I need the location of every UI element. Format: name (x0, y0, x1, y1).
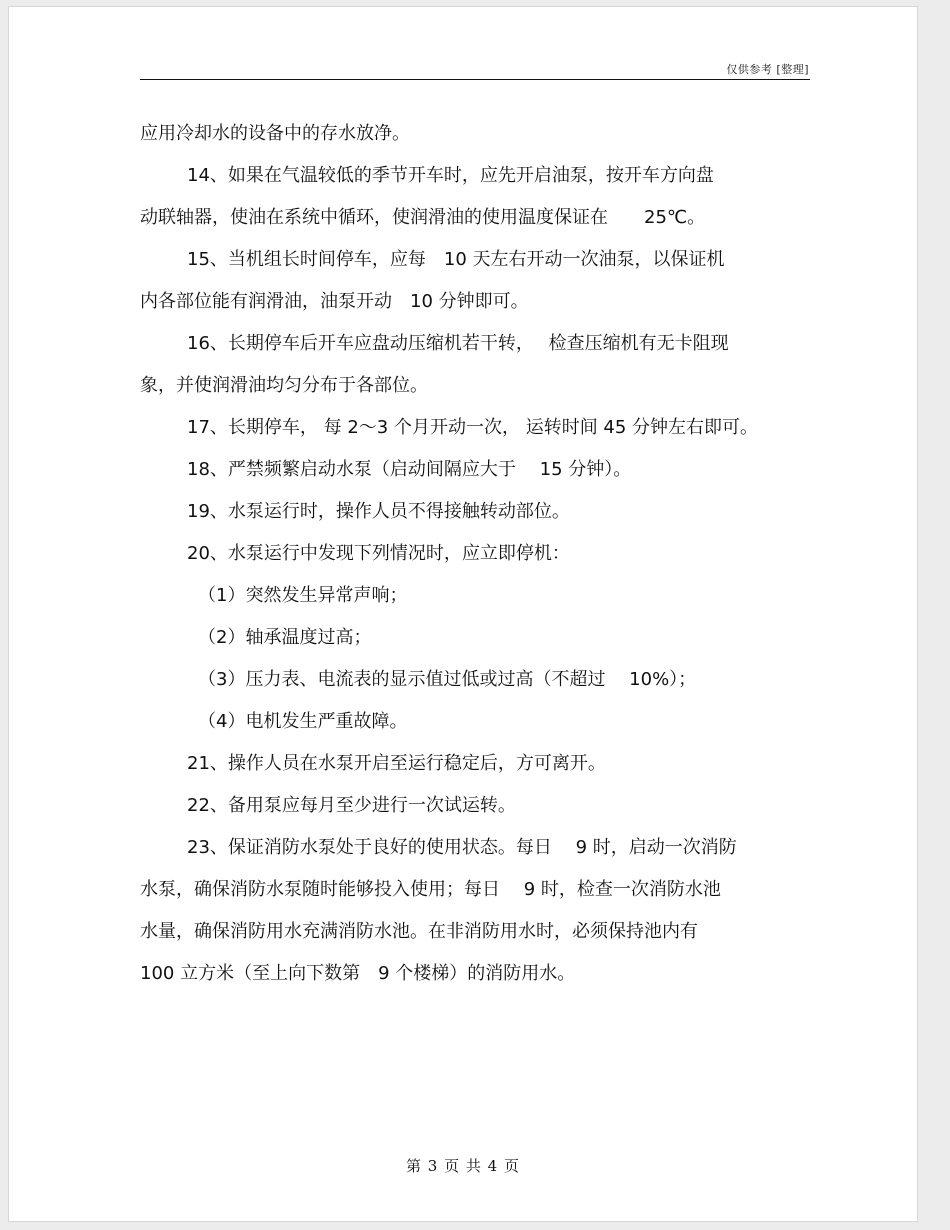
paragraph-line: 22、备用泵应每月至少进行一次试运转。 (187, 795, 516, 816)
paragraph-line: 16、长期停车后开车应盘动压缩机若干转， 检查压缩机有无卡阻现 (187, 333, 729, 354)
paragraph-line: 动联轴器，使油在系统中循环，使润滑油的使用温度保证在 25℃。 (140, 207, 706, 228)
paragraph-line: 19、水泵运行时，操作人员不得接触转动部位。 (187, 501, 570, 522)
page-number: 第 3 页 共 4 页 (406, 1157, 520, 1175)
paragraph-line: 象，并使润滑油均匀分布于各部位。 (140, 375, 428, 396)
header-divider (140, 79, 810, 80)
list-item: （1）突然发生异常声响； (198, 585, 408, 606)
document-body (140, 113, 820, 995)
paragraph-line: 21、操作人员在水泵开启至运行稳定后，方可离开。 (187, 753, 606, 774)
paragraph-line: 内各部位能有润滑油，油泵开动 10 分钟即可。 (140, 291, 529, 312)
paragraph-line: 应用冷却水的设备中的存水放净。 (140, 123, 410, 144)
paragraph-line: 14、如果在气温较低的季节开车时，应先开启油泵，按开车方向盘 (187, 165, 714, 186)
paragraph-line: 23、保证消防水泵处于良好的使用状态。每日 9 时，启动一次消防 (187, 837, 737, 858)
list-item: （4）电机发生严重故障。 (198, 711, 408, 732)
paragraph-line: 18、严禁频繁启动水泵（启动间隔应大于 15 分钟）。 (187, 459, 632, 480)
list-item: （2）轴承温度过高； (198, 627, 372, 648)
header-label: 仅供参考 [整理] (726, 63, 809, 76)
paragraph-line: 水泵，确保消防水泵随时能够投入使用；每日 9 时，检查一次消防水池 (140, 879, 721, 900)
paragraph-line: 水量，确保消防用水充满消防水池。在非消防用水时，必须保持池内有 (140, 921, 698, 942)
paragraph-line: 17、长期停车， 每 2～3 个月开动一次， 运转时间 45 分钟左右即可。 (187, 417, 759, 438)
paragraph-line: 15、当机组长时间停车，应每 10 天左右开动一次油泵，以保证机 (187, 249, 725, 270)
document-page (8, 6, 918, 1222)
list-item: （3）压力表、电流表的显示值过低或过高（不超过 10%）； (198, 669, 697, 690)
paragraph-line: 100 立方米（至上向下数第 9 个楼梯）的消防用水。 (140, 963, 576, 984)
paragraph-line: 20、水泵运行中发现下列情况时，应立即停机： (187, 543, 570, 564)
